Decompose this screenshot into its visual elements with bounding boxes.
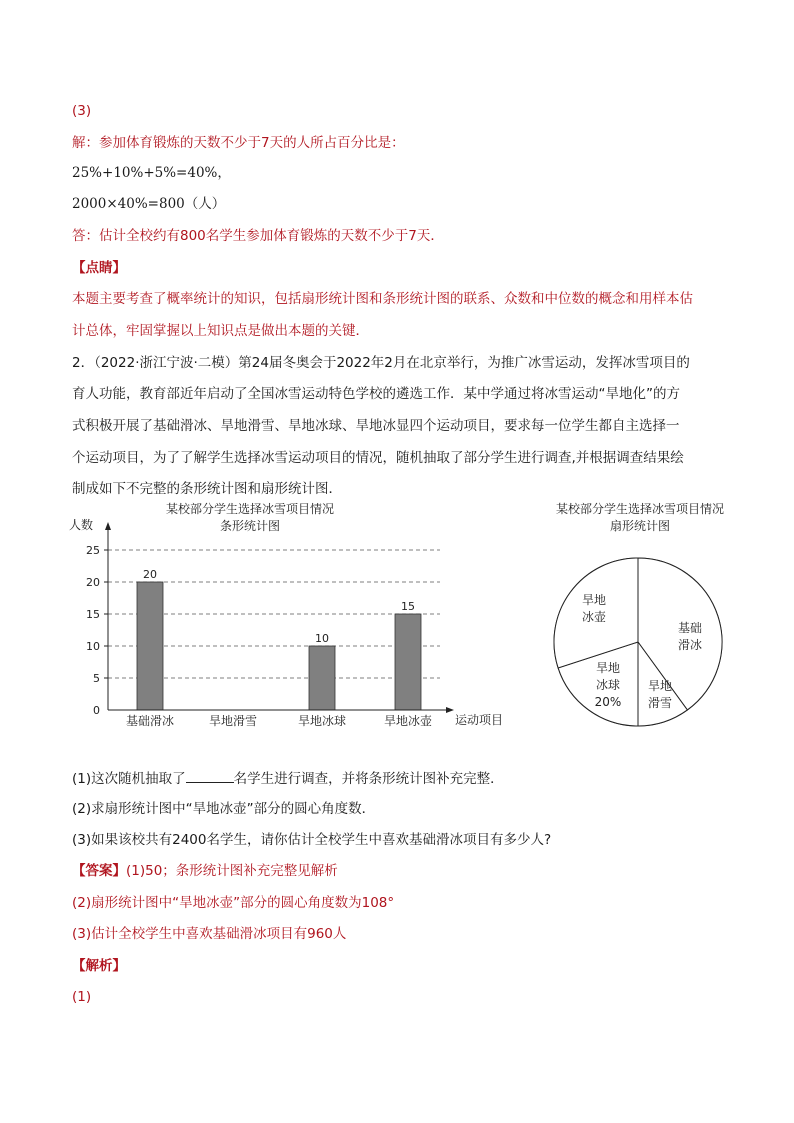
subquestion-1 bbox=[72, 768, 504, 789]
equation-2: 2000×40%=800（人） bbox=[72, 196, 226, 212]
y-tick-label: 15 bbox=[86, 608, 100, 621]
pie-slice-label: 冰球 bbox=[595, 678, 621, 692]
x-category-label: 基础滑冰 bbox=[125, 714, 175, 728]
pie-chart-subtitle: 扇形统计图 bbox=[609, 519, 671, 533]
pie-slice-label: 滑冰 bbox=[677, 638, 703, 652]
pie-slice-label: 20% bbox=[594, 695, 622, 709]
subquestion-2: (2)求扇形统计图中“旱地冰壶”部分的圆心角度数． bbox=[72, 801, 376, 817]
bar-chart-subtitle: 条形统计图 bbox=[219, 519, 281, 533]
y-tick-label: 5 bbox=[93, 672, 100, 685]
question2-line-1: 2．（2022·浙江宁波·二模）第24届冬奥会于2022年2月在北京举行，为推广冰雪运动，发挥冰雪项目的 bbox=[72, 355, 690, 371]
x-category-label: 旱地冰球 bbox=[297, 714, 347, 728]
x-category-label: 旱地冰壶 bbox=[383, 714, 433, 728]
answer-1: (1)50；条形统计图补充完整见解析 bbox=[126, 863, 338, 879]
question2-line-4: 个运动项目，为了了解学生选择冰雪运动项目的情况，随机抽取了部分学生进行调查,并根据调查结果绘 bbox=[72, 450, 684, 466]
subquestion-3: (3)如果该校共有2400名学生，请你估计全校学生中喜欢基础滑冰项目有多少人? bbox=[72, 832, 552, 848]
q1-before: (1)这次随机抽取了 bbox=[72, 771, 186, 787]
bar bbox=[309, 646, 335, 710]
question2-line-2: 育人功能，教育部近年启动了全国冰雪运动特色学校的遴选工作．某中学通过将冰雪运动“旱地化”的方 bbox=[72, 386, 680, 402]
bar-value-label: 20 bbox=[143, 568, 157, 581]
question2-line-3: 式积极开展了基础滑冰、旱地滑雪、旱地冰球、旱地冰显四个运动项目，要求每一位学生都自主选择一 bbox=[72, 418, 680, 434]
pie-chart-title: 某校部分学生选择冰雪项目情况 bbox=[555, 502, 725, 516]
analysis-heading: 【解析】 bbox=[72, 958, 126, 974]
bar bbox=[137, 582, 163, 710]
pie-slice-label: 旱地 bbox=[581, 593, 607, 607]
pie-slice-label: 基础 bbox=[677, 621, 703, 635]
equation-1: 25%+10%+5%=40%， bbox=[72, 165, 231, 181]
bar-chart-xlabel: 运动项目 bbox=[455, 713, 504, 727]
part3-answer: 答：估计全校约有800名学生参加体育锻炼的天数不少于7天． bbox=[72, 228, 444, 244]
pie-slice-label: 旱地 bbox=[647, 679, 673, 693]
commentary-heading: 【点睛】 bbox=[72, 260, 126, 276]
commentary-line-1: 本题主要考查了概率统计的知识，包括扇形统计图和条形统计图的联系、众数和中位数的概念和用样本估 bbox=[72, 291, 693, 307]
part3-label: (3) bbox=[72, 103, 92, 119]
y-tick-label: 25 bbox=[86, 544, 100, 557]
bar-value-label: 15 bbox=[401, 600, 415, 613]
q1-after: 名学生进行调查，并将条形统计图补充完整． bbox=[233, 771, 504, 787]
y-tick-label: 0 bbox=[93, 704, 100, 717]
y-axis-arrow bbox=[105, 522, 111, 530]
pie-chart bbox=[530, 500, 750, 735]
question2-line-5: 制成如下不完整的条形统计图和扇形统计图． bbox=[72, 481, 342, 497]
part3-solution bbox=[72, 133, 405, 153]
x-axis-arrow bbox=[446, 707, 454, 713]
pie-slice-label: 滑雪 bbox=[647, 696, 673, 710]
solution-text: 参加体育锻炼的天数不少于7天的人所占百分比是： bbox=[99, 135, 405, 151]
pie-slice-label: 旱地 bbox=[595, 661, 621, 675]
solution-prefix: 解： bbox=[72, 135, 99, 151]
answer-heading: 【答案】 bbox=[72, 863, 126, 879]
answer-3: (3)估计全校学生中喜欢基础滑冰项目有960人 bbox=[72, 926, 347, 942]
pie-slice-label: 冰壶 bbox=[581, 610, 607, 624]
answer-line-1 bbox=[72, 861, 338, 881]
bar-chart-title: 某校部分学生选择冰雪项目情况 bbox=[165, 502, 335, 516]
answer-blank bbox=[186, 768, 234, 783]
bar bbox=[395, 614, 421, 710]
bar-chart-ylabel: 人数 bbox=[69, 518, 94, 532]
analysis-part-1: (1) bbox=[72, 989, 92, 1005]
answer-2: (2)扇形统计图中“旱地冰壶”部分的圆心角度数为108° bbox=[72, 895, 395, 911]
y-tick-label: 20 bbox=[86, 576, 100, 589]
y-tick-label: 10 bbox=[86, 640, 100, 653]
bar-value-label: 10 bbox=[315, 632, 329, 645]
x-category-label: 旱地滑雪 bbox=[208, 714, 258, 728]
bar-chart bbox=[60, 500, 520, 740]
commentary-line-2: 计总体，牢固掌握以上知识点是做出本题的关键． bbox=[72, 323, 369, 339]
